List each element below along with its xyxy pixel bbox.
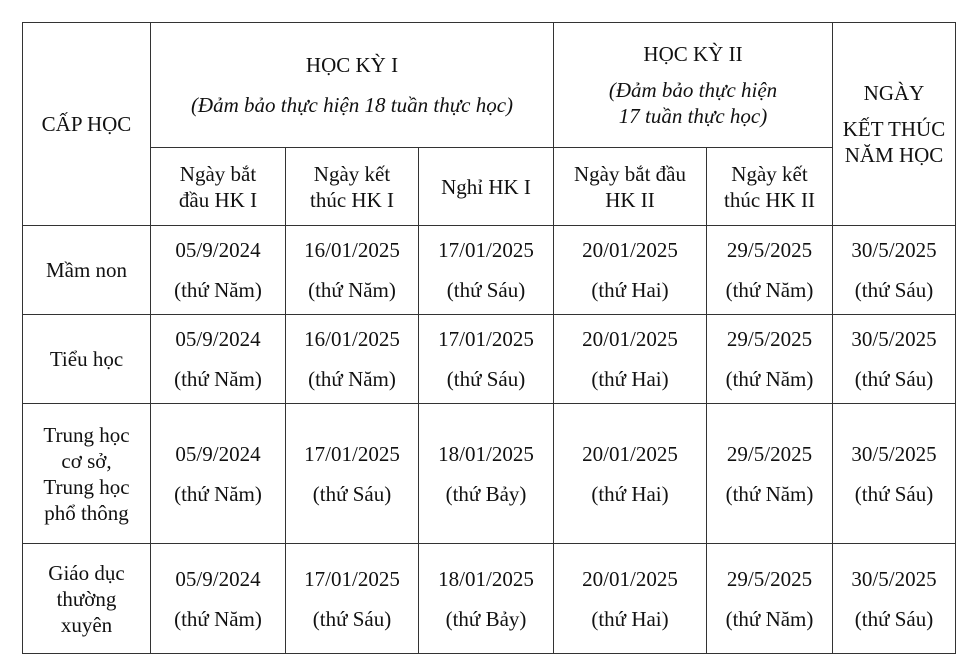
level-text: Mầm non — [45, 258, 128, 282]
date-text: 30/5/2025 — [851, 566, 937, 591]
weekday-text: (thứ Bảy) — [445, 481, 527, 506]
date-text: 16/01/2025 — [304, 238, 400, 262]
date-cell — [151, 544, 286, 654]
weekday-text: (thứ Bảy) — [445, 606, 527, 631]
weekday-text: (thứ Sáu) — [854, 278, 934, 302]
weekday-text: (thứ Hai) — [591, 481, 669, 506]
end-year-text: KẾT THÚC — [842, 117, 946, 141]
table-row — [23, 315, 956, 404]
weekday-text: (thứ Sáu) — [446, 278, 526, 302]
date-cell — [419, 315, 554, 404]
subheader-text: Ngày bắt đầu — [574, 161, 686, 186]
end-year-text: NĂM HỌC — [844, 143, 944, 167]
date-cell — [151, 404, 286, 544]
subheader-text: Ngày bắt — [179, 161, 257, 186]
date-text: 05/9/2024 — [175, 238, 261, 262]
header-level — [23, 23, 151, 226]
table-row — [23, 404, 956, 544]
weekday-text: (thứ Năm) — [725, 278, 814, 302]
weekday-text: (thứ Năm) — [725, 481, 814, 506]
weekday-text: (thứ Sáu) — [854, 367, 934, 391]
header-end-year — [833, 23, 956, 226]
date-cell — [286, 226, 419, 315]
date-text: 05/9/2024 — [175, 441, 261, 466]
date-text: 20/01/2025 — [582, 566, 678, 591]
date-text: 17/01/2025 — [304, 441, 400, 466]
weekday-text: (thứ Năm) — [308, 278, 396, 302]
date-text: 30/5/2025 — [851, 441, 937, 466]
subheader-col — [707, 148, 833, 226]
level-cell — [23, 315, 151, 404]
weekday-text: (thứ Năm) — [308, 367, 396, 391]
weekday-text: (thứ Hai) — [591, 367, 669, 391]
date-cell — [554, 315, 707, 404]
subheader-col — [151, 148, 286, 226]
hk2-note: 17 tuần thực học) — [618, 104, 768, 128]
table-row — [23, 544, 956, 654]
level-text: xuyên — [60, 612, 113, 637]
header-hk2 — [554, 23, 833, 148]
date-cell — [833, 226, 956, 315]
date-cell — [833, 315, 956, 404]
date-text: 16/01/2025 — [304, 327, 400, 351]
date-cell — [286, 404, 419, 544]
level-cell — [23, 544, 151, 654]
date-cell — [419, 544, 554, 654]
weekday-text: (thứ Năm) — [174, 278, 262, 302]
date-cell — [707, 404, 833, 544]
subheader-text: Nghỉ HK I — [441, 174, 531, 199]
date-cell — [554, 544, 707, 654]
hk1-note: (Đảm bảo thực hiện 18 tuần thực học) — [190, 93, 514, 117]
date-cell — [419, 226, 554, 315]
weekday-text: (thứ Sáu) — [854, 606, 934, 631]
date-cell — [286, 544, 419, 654]
header-hk1 — [151, 23, 554, 148]
weekday-text: (thứ Năm) — [725, 367, 814, 391]
subheader-text: Ngày kết — [313, 161, 391, 186]
date-text: 20/01/2025 — [582, 238, 678, 262]
level-cell — [23, 404, 151, 544]
date-cell — [833, 404, 956, 544]
subheader-col — [419, 148, 554, 226]
subheader-text: thúc HK I — [310, 187, 394, 212]
level-text: Trung học — [43, 474, 130, 499]
date-text: 18/01/2025 — [438, 566, 534, 591]
date-cell — [286, 315, 419, 404]
date-cell — [707, 226, 833, 315]
weekday-text: (thứ Sáu) — [312, 481, 392, 506]
weekday-text: (thứ Năm) — [725, 606, 814, 631]
subheader-text: Ngày kết — [731, 161, 808, 186]
level-text: thường — [56, 586, 117, 611]
school-calendar-table — [22, 22, 956, 654]
level-text: Giáo dục — [48, 560, 125, 585]
date-cell — [833, 544, 956, 654]
weekday-text: (thứ Năm) — [174, 367, 262, 391]
subheader-text: đầu HK I — [178, 187, 258, 212]
level-text: phổ thông — [44, 500, 129, 525]
hk2-title: HỌC KỲ II — [643, 42, 743, 66]
weekday-text: (thứ Năm) — [174, 606, 262, 631]
date-cell — [554, 226, 707, 315]
weekday-text: (thứ Sáu) — [854, 481, 934, 506]
weekday-text: (thứ Sáu) — [312, 606, 392, 631]
date-cell — [151, 226, 286, 315]
table-row — [23, 226, 956, 315]
date-text: 29/5/2025 — [726, 238, 813, 262]
subheader-col — [286, 148, 419, 226]
date-text: 18/01/2025 — [438, 441, 534, 466]
date-text: 05/9/2024 — [175, 566, 261, 591]
level-text: cơ sở, — [61, 448, 112, 473]
level-text: Tiểu học — [49, 347, 124, 371]
weekday-text: (thứ Hai) — [591, 606, 669, 631]
level-cell — [23, 226, 151, 315]
date-text: 29/5/2025 — [726, 566, 813, 591]
level-text: Trung học — [43, 422, 130, 447]
date-cell — [707, 315, 833, 404]
date-text: 17/01/2025 — [438, 327, 534, 351]
date-text: 20/01/2025 — [582, 327, 678, 351]
subheader-col — [554, 148, 707, 226]
date-cell — [707, 544, 833, 654]
weekday-text: (thứ Hai) — [591, 278, 669, 302]
date-cell — [151, 315, 286, 404]
date-text: 29/5/2025 — [726, 441, 813, 466]
header-level-text: CẤP HỌC — [41, 112, 132, 136]
date-cell — [554, 404, 707, 544]
hk1-title: HỌC KỲ I — [305, 53, 399, 77]
date-text: 29/5/2025 — [726, 327, 813, 351]
date-text: 05/9/2024 — [175, 327, 261, 351]
date-text: 17/01/2025 — [304, 566, 400, 591]
date-text: 17/01/2025 — [438, 238, 534, 262]
weekday-text: (thứ Năm) — [174, 481, 262, 506]
date-text: 20/01/2025 — [582, 441, 678, 466]
end-year-text: NGÀY — [863, 81, 925, 105]
hk2-note: (Đảm bảo thực hiện — [608, 78, 778, 102]
date-text: 30/5/2025 — [851, 238, 937, 262]
subheader-text: thúc HK II — [724, 187, 815, 212]
date-text: 30/5/2025 — [851, 327, 937, 351]
date-cell — [419, 404, 554, 544]
weekday-text: (thứ Sáu) — [446, 367, 526, 391]
subheader-text: HK II — [605, 187, 655, 212]
